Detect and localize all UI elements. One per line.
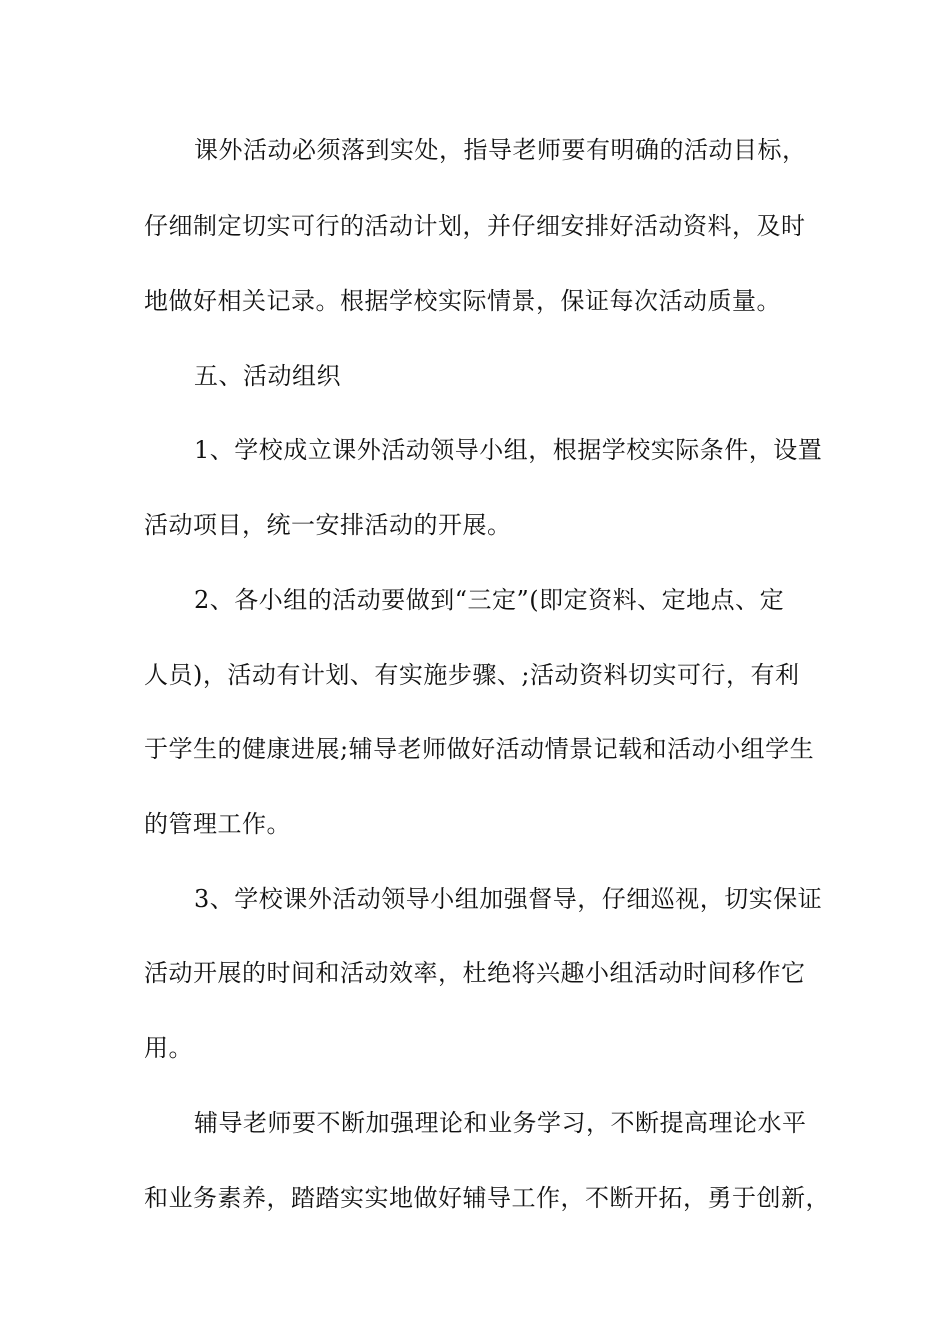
paragraph-line: 活动开展的时间和活动效率，杜绝将兴趣小组活动时间移作它 [144,959,806,987]
paragraph-line: 3、学校课外活动领导小组加强督导，仔细巡视，切实保证 [194,885,823,913]
paragraph-line: 地做好相关记录。根据学校实际情景，保证每次活动质量。 [144,287,781,315]
paragraph-line: 用。 [144,1034,193,1062]
paragraph-line: 1、学校成立课外活动领导小组，根据学校实际条件，设置 [194,436,823,464]
paragraph-line: 和业务素养，踏踏实实地做好辅导工作，不断开拓，勇于创新， [144,1184,830,1212]
section-heading: 五、活动组织 [194,362,341,390]
paragraph-line: 人员)，活动有计划、有实施步骤、;活动资料切实可行，有利 [144,661,800,689]
paragraph-line: 活动项目，统一安排活动的开展。 [144,511,512,539]
paragraph-line: 的管理工作。 [144,810,291,838]
paragraph-line: 辅导老师要不断加强理论和业务学习，不断提高理论水平 [194,1109,807,1137]
paragraph-line: 课外活动必须落到实处，指导老师要有明确的活动目标， [194,136,807,164]
paragraph-line: 于学生的健康进展;辅导老师做好活动情景记载和活动小组学生 [144,735,815,763]
paragraph-line: 2、各小组的活动要做到“三定”(即定资料、定地点、定 [194,586,785,614]
paragraph-line: 仔细制定切实可行的活动计划，并仔细安排好活动资料，及时 [144,212,806,240]
